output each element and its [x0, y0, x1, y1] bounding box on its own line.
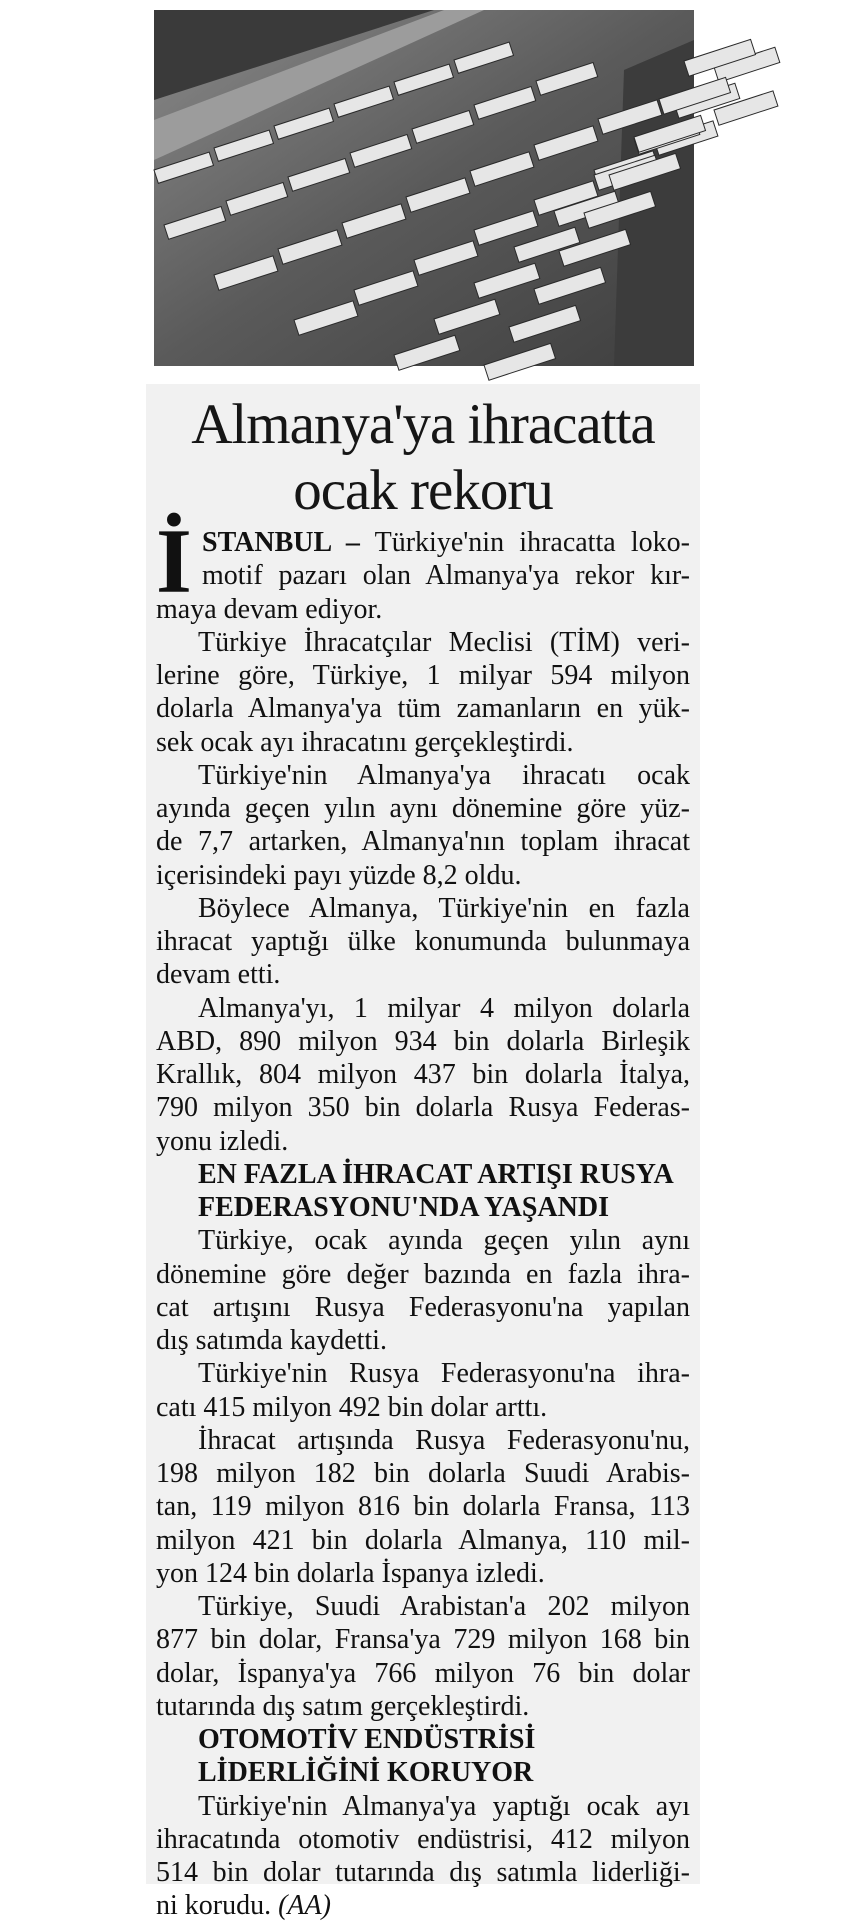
body-line: dönemine göre değer bazında en fazla ihra-	[156, 1258, 690, 1290]
body-line: Türkiye'nin Almanya'ya ihracatı ocak	[198, 759, 690, 791]
body-line: 514 bin dolar tutarında dış satımla liderliği-	[156, 1857, 690, 1888]
body-line: dış satımda kaydetti.	[156, 1325, 387, 1356]
body-line: Türkiye, Suudi Arabistan'a 202 milyon	[198, 1591, 690, 1622]
body-line: tan, 119 milyon 816 bin dolarla Fransa, 113	[156, 1491, 690, 1523]
body-line: sek ocak ayı ihracatını gerçekleştirdi.	[156, 726, 574, 758]
body-line: catı 415 milyon 492 bin dolar arttı.	[156, 1391, 548, 1423]
body-line: Türkiye'nin Rusya Federasyonu'na ihra-	[198, 1358, 690, 1390]
subhead-automotive-2: LİDERLİĞİNİ KORUYOR	[198, 1757, 534, 1789]
body-line: 790 milyon 350 bin dolarla Rusya Federas-	[156, 1092, 690, 1124]
truck-parking-lot-photo	[154, 10, 694, 366]
body-line: Böylece Almanya, Türkiye'nin en fazla	[198, 892, 690, 924]
body-line: İhracat artışında Rusya Federasyonu'nu,	[198, 1424, 690, 1456]
body-line: ni korudu. (AA)	[156, 1890, 331, 1922]
headline-line-2: ocak rekoru	[293, 459, 553, 522]
body-line: Almanya'yı, 1 milyar 4 milyon dolarla	[198, 992, 690, 1024]
body-line: 877 bin dolar, Fransa'ya 729 milyon 168 bin	[156, 1624, 690, 1656]
headline-line-1: Almanya'ya ihracatta	[191, 393, 655, 456]
body-line: Türkiye İhracatçılar Meclisi (TİM) veri-	[198, 626, 690, 658]
body-line: ABD, 890 milyon 934 bin dolarla Birleşik	[156, 1025, 690, 1057]
body-line: yon 124 bin dolarla İspanya izledi.	[156, 1557, 545, 1589]
body-line: içerisindeki payı yüzde 8,2 oldu.	[156, 859, 522, 891]
headline	[146, 392, 700, 524]
body-line: ihracat yaptığı ülke konumunda bulunmaya	[156, 926, 690, 957]
body-line: ihracatında otomotiv endüstrisi, 412 milyon	[156, 1823, 690, 1855]
body-line: maya devam ediyor.	[156, 593, 383, 625]
body-line: Türkiye'nin Almanya'ya yaptığı ocak ayı	[198, 1790, 690, 1822]
body-line: de 7,7 artarken, Almanya'nın toplam ihracat	[156, 826, 690, 858]
news-agency-credit: (AA)	[278, 1890, 331, 1922]
body-line: cat artışını Rusya Federasyonu'na yapılan	[156, 1291, 690, 1323]
body-line: milyon 421 bin dolarla Almanya, 110 mil-	[156, 1524, 690, 1556]
body-line: dolarla Almanya'ya tüm zamanların en yük-	[156, 693, 690, 725]
subhead-automotive-1: OTOMOTİV ENDÜSTRİSİ	[198, 1724, 536, 1755]
article-box	[146, 384, 700, 1922]
body-line: tutarında dış satım gerçekleştirdi.	[156, 1690, 530, 1722]
body-line: devam etti.	[156, 959, 281, 991]
body-line: Krallık, 804 milyon 437 bin dolarla İtalya,	[156, 1059, 690, 1090]
body-line: STANBUL – Türkiye'nin ihracatta loko-	[202, 527, 691, 558]
subhead-russia-2: FEDERASYONU'NDA YAŞANDI	[198, 1192, 609, 1223]
subhead-russia-1: EN FAZLA İHRACAT ARTIŞI RUSYA	[198, 1158, 674, 1190]
body-line: dolar, İspanya'ya 766 milyon 76 bin dolar	[156, 1657, 690, 1689]
body-line: ayında geçen yılın aynı dönemine göre yüz-	[156, 793, 690, 824]
dateline: STANBUL –	[202, 527, 360, 558]
body-line: Türkiye, ocak ayında geçen yılın aynı	[198, 1225, 690, 1257]
body-line: 198 milyon 182 bin dolarla Suudi Arabis-	[156, 1458, 690, 1489]
body-line: lerine göre, Türkiye, 1 milyar 594 milyon	[156, 660, 690, 691]
article-body	[156, 510, 691, 1923]
body-line: yonu izledi.	[156, 1125, 289, 1157]
dropcap: İ	[156, 510, 192, 612]
body-line: motif pazarı olan Almanya'ya rekor kır-	[202, 560, 690, 592]
